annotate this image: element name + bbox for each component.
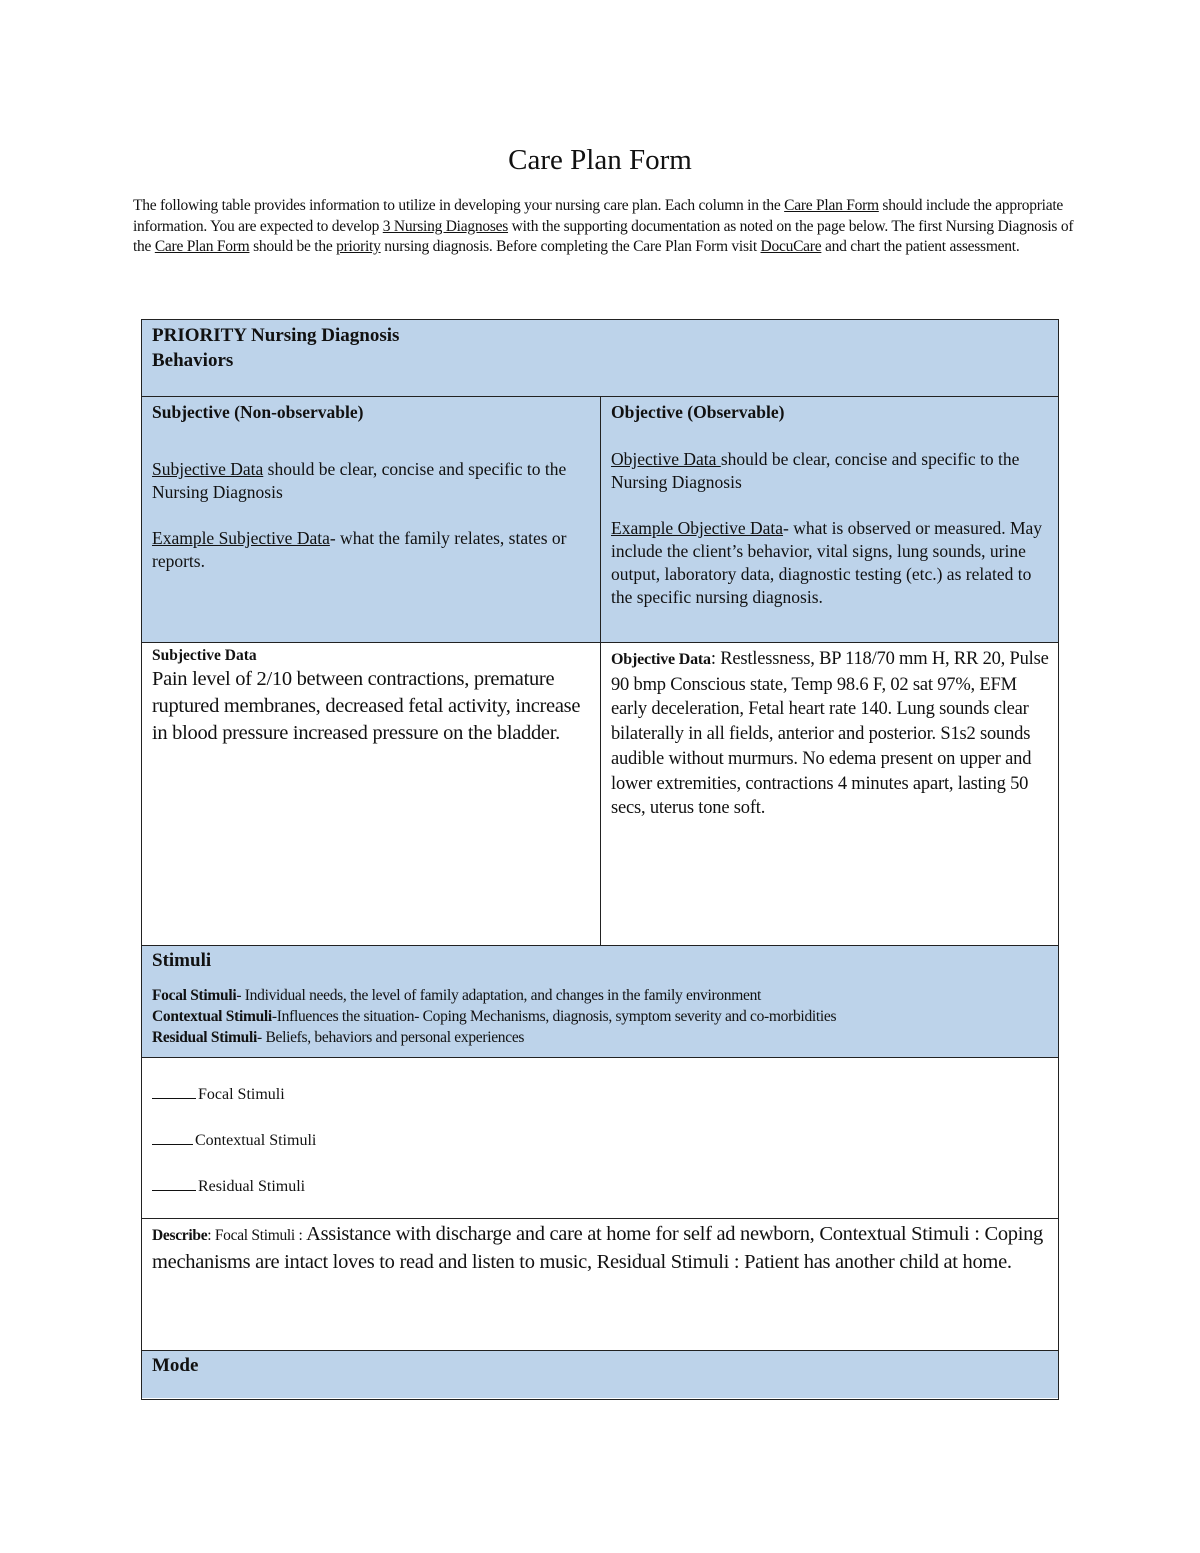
subjective-guidance-cell (142, 397, 601, 642)
residual-stimuli-definition (152, 1027, 1048, 1048)
data-row (142, 643, 1058, 946)
describe-label: Describe (152, 1227, 208, 1244)
subjective-data-label: Subjective Data (152, 647, 257, 664)
objective-guidance-text (611, 448, 1047, 494)
contextual-blank[interactable] (152, 1130, 193, 1145)
focal-stimuli-text: - Individual needs, the level of family adaptation, and changes in the family environment (236, 987, 762, 1004)
subjective-data-link: Subjective Data (152, 459, 264, 479)
describe-text (152, 1221, 1048, 1276)
objective-data-label: Objective Data (611, 651, 711, 668)
nursing-diagnoses-link: 3 Nursing Diagnoses (382, 217, 509, 235)
intro-text-3: with the supporting documentation as noted on the page below. The first Nursing Diagnosis of the (133, 217, 1074, 255)
subjective-guidance-desc: should be clear, concise and specific to the (263, 459, 567, 479)
intro-paragraph (133, 196, 1078, 258)
example-subjective-link: Example Subjective Data (152, 528, 330, 548)
intro-text-6: and chart the patient assessment. (821, 238, 1020, 255)
contextual-check-label: Contextual Stimuli (195, 1132, 317, 1149)
intro-text-4: should be the (249, 238, 337, 255)
focal-stimuli-label: Focal Stimuli (152, 987, 237, 1004)
objective-data-value: : Restlessness, BP 118/70 mm H, RR 20, Pulse 90 bmp Conscious state, Temp 98.6 F, 02 sat 97%, EFM early deceleration, Fetal heart rate 140. Lung sounds clear bilaterally in all fields, anterior and posterior. S1s2 sounds audible without murmurs. No edema present on upper and lower extremities, contractions 4 minutes apart, lasting 50 secs, uterus tone soft. (611, 649, 1049, 819)
objective-data-link: Objective Data (611, 449, 721, 469)
objective-guidance-desc: should be clear, concise and specific to the Nursing Diagnosis (611, 449, 1020, 492)
objective-guidance-cell (601, 397, 1057, 642)
stimuli-row (142, 946, 1058, 1058)
subjective-data-value: Pain level of 2/10 between contractions, premature ruptured membranes, decreased fetal activity, increase in blood pressure increased pressure on the bladder. (152, 668, 581, 744)
mode-row (142, 1351, 1058, 1398)
priority-heading: PRIORITY Nursing Diagnosis (152, 325, 400, 346)
describe-value: Assistance with discharge and care at home for self ad newborn, Contextual Stimuli : Coping mechanisms are intact loves to read and listen to music, Residual Stimuli : Patient has another child at home. (152, 1223, 1044, 1273)
behaviors-heading: Behaviors (152, 350, 234, 371)
contextual-stimuli-label: Contextual Stimuli (152, 1008, 272, 1025)
guidance-row (142, 397, 1058, 643)
example-objective-link: Example Objective Data (611, 518, 784, 538)
objective-example-text (611, 517, 1047, 609)
priority-link: priority (336, 238, 381, 255)
intro-text-2: should include the appropriate information. You are expected to develop (133, 197, 1064, 235)
care-plan-table (141, 319, 1059, 1400)
mode-heading: Mode (152, 1355, 199, 1376)
care-plan-form-link-2: Care Plan Form (154, 238, 250, 255)
residual-check-label: Residual Stimuli (198, 1178, 306, 1195)
contextual-stimuli-check[interactable] (152, 1130, 1048, 1151)
subjective-guidance-text (152, 458, 590, 504)
subjective-data-cell (142, 643, 601, 945)
subjective-example-desc: - what the family relates, states or reports. (152, 528, 567, 571)
focal-stimuli-check[interactable] (152, 1084, 1048, 1105)
subjective-header: Subjective (Non-observable) (152, 402, 364, 422)
residual-stimuli-check[interactable] (152, 1176, 1048, 1197)
page-title: Care Plan Form (508, 144, 692, 176)
contextual-stimuli-definition (152, 1006, 1048, 1027)
subjective-guidance-desc-2: Nursing Diagnosis (152, 482, 283, 502)
stimuli-checklist-row (142, 1058, 1058, 1219)
describe-prefix: : Focal Stimuli : (207, 1227, 307, 1244)
docucare-link[interactable]: DocuCare (760, 238, 822, 255)
focal-blank[interactable] (152, 1084, 196, 1099)
care-plan-form-link-1: Care Plan Form (784, 197, 879, 214)
subjective-example-text (152, 527, 590, 573)
residual-stimuli-text: - Beliefs, behaviors and personal experiences (257, 1029, 525, 1046)
focal-stimuli-definition (152, 985, 1048, 1006)
stimuli-heading: Stimuli (152, 950, 212, 971)
focal-check-label: Focal Stimuli (198, 1086, 285, 1103)
objective-data-cell (601, 643, 1057, 945)
describe-row (142, 1219, 1058, 1351)
objective-header: Objective (Observable) (611, 402, 785, 422)
priority-row (142, 320, 1058, 397)
intro-text-5: nursing diagnosis. Before completing the Care Plan Form visit (380, 238, 761, 255)
residual-blank[interactable] (152, 1176, 196, 1191)
objective-data-text (611, 647, 1051, 821)
objective-example-desc: - what is observed or measured. May include the client’s behavior, vital signs, lung sounds, urine output, laboratory data, diagnostic testing (etc.) as related to the specific nursing diagnosis. (611, 518, 1043, 607)
residual-stimuli-label: Residual Stimuli (152, 1029, 258, 1046)
intro-text-1: The following table provides information to utilize in developing your nursing care plan. Each column in the (133, 197, 785, 214)
contextual-stimuli-text: -Influences the situation- Coping Mechanisms, diagnosis, symptom severity and co-morbidities (271, 1008, 837, 1025)
